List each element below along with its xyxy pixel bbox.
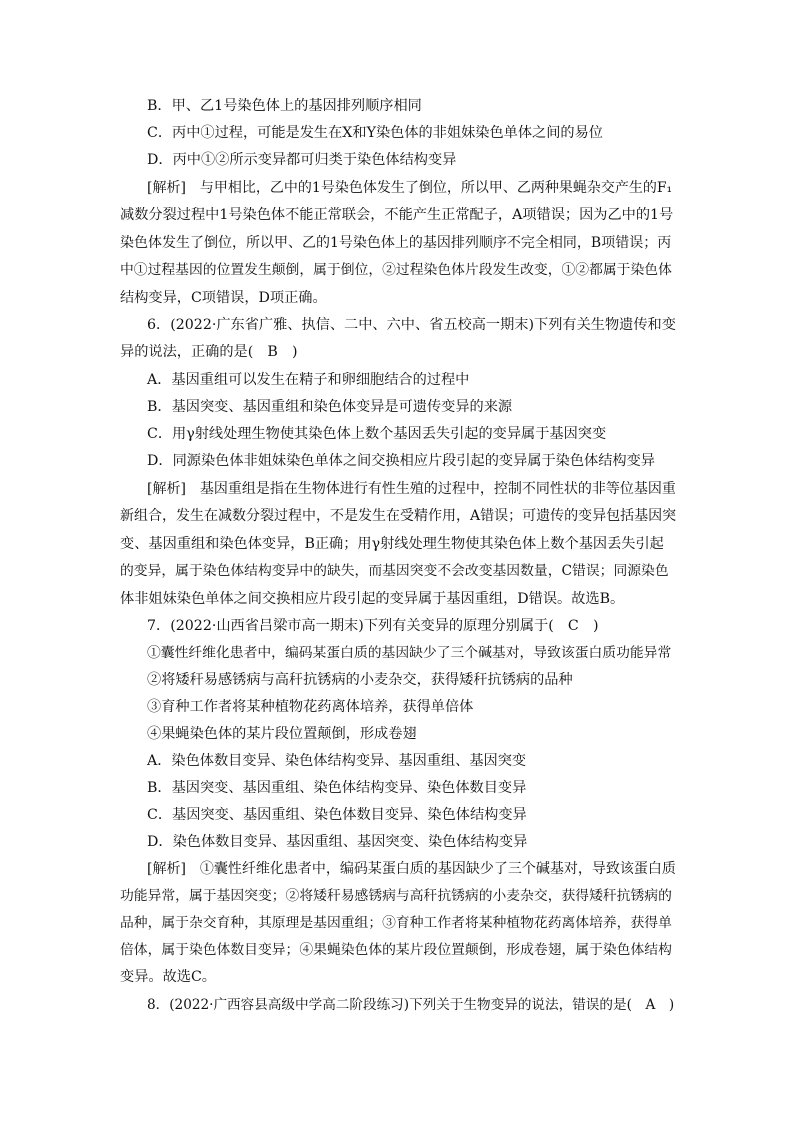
q5-analysis-line: 减数分裂过程中1号染色体不能正常联会，不能产生正常配子，A项错误；因为乙中的1号: [120, 207, 674, 223]
q6-analysis-line: 新组合，发生在减数分裂过程中，不是发生在受精作用，A错误；可遗传的变异包括基因突: [120, 508, 677, 524]
q7-analysis-line: 倍体，属于染色体数目变异；④果蝇染色体的某片段位置颠倒，形成卷翅，属于染色体结构: [120, 942, 672, 958]
q5-option-b: B．甲、乙1号染色体上的基因排列顺序相同: [147, 98, 422, 114]
q7-item: ①囊性纤维化患者中，编码某蛋白质的基因缺少了三个碱基对，导致该蛋白质功能异常: [147, 645, 672, 661]
q5-option-d: D．丙中①②所示变异都可归类于染色体结构变异: [147, 152, 457, 168]
q8-stem: 8．(2022·广西容县高级中学高二阶段练习)下列关于生物变异的说法，错误的是( A ): [147, 997, 675, 1013]
q6-stem-line: 异的说法，正确的是( B ): [120, 344, 298, 360]
q5-analysis-line: 中①过程基因的位置发生颠倒，属于倒位，②过程染色体片段发生改变，①②都属于染色体: [120, 262, 672, 278]
q7-item: ②将矮秆易感锈病与高秆抗锈病的小麦杂交，获得矮秆抗锈病的品种: [147, 672, 573, 688]
q5-analysis-line: 结构变异，C项错误，D项正确。: [120, 290, 327, 306]
q7-option-b: B．基因突变、基因重组、染色体结构变异、染色体数目变异: [147, 780, 527, 796]
q6-analysis-line: [解析] 基因重组是指在生物体进行有性生殖的过程中，控制不同性状的非等位基因重: [147, 481, 676, 497]
q7-stem: 7．(2022·山西省吕梁市高一期末)下列有关变异的原理分别属于( C ): [147, 618, 599, 634]
q7-option-c: C．基因突变、基因重组、染色体数目变异、染色体结构变异: [147, 807, 527, 823]
q7-option-a: A．染色体数目变异、染色体结构变异、基因重组、基因突变: [147, 753, 527, 769]
q6-stem-line: 6．(2022·广东省广雅、执信、二中、六中、省五校高一期末)下列有关生物遗传和变: [147, 317, 676, 333]
q6-option-d: D．同源染色体非姐妹染色单体之间交换相应片段引起的变异属于染色体结构变异: [147, 453, 655, 469]
q6-option-c: C．用γ射线处理生物使其染色体上数个基因丢失引起的变异属于基因突变: [147, 426, 607, 442]
q6-option-a: A．基因重组可以发生在精子和卵细胞结合的过程中: [147, 372, 470, 388]
q7-analysis-line: 品种，属于杂交育种，其原理是基因重组；③育种工作者将某种植物花药离体培养，获得单: [120, 915, 672, 931]
q6-analysis-line: 的变异，属于染色体结构变异中的缺失，而基因突变不会改变基因数量，C错误；同源染色: [120, 563, 669, 579]
q5-analysis-line: 染色体发生了倒位，所以甲、乙的1号染色体上的基因排列顺序不完全相同，B项错误；丙: [120, 235, 672, 251]
q7-analysis-line: 变异。故选C。: [120, 969, 216, 985]
q7-analysis-line: [解析] ①囊性纤维化患者中，编码某蛋白质的基因缺少了三个碱基对，导致该蛋白质: [147, 861, 676, 877]
q7-item: ④果蝇染色体的某片段位置颠倒，形成卷翅: [147, 726, 417, 742]
q6-option-b: B．基因突变、基因重组和染色体变异是可遗传变异的来源: [147, 399, 513, 415]
q6-analysis-line: 体非姐妹染色单体之间交换相应片段引起的变异属于基因重组，D错误。故选B。: [120, 591, 625, 607]
q7-item: ③育种工作者将某种植物花药离体培养，获得单倍体: [147, 699, 474, 715]
q7-option-d: D．染色体数目变异、基因重组、基因突变、染色体结构变异: [147, 834, 528, 850]
q7-analysis-line: 功能异常，属于基因突变；②将矮秆易感锈病与高秆抗锈病的小麦杂交，获得矮秆抗锈病的: [120, 888, 672, 904]
q5-analysis-line: [解析] 与甲相比，乙中的1号染色体发生了倒位，所以甲、乙两种果蝇杂交产生的F₁: [147, 180, 673, 196]
q5-option-c: C．丙中①过程，可能是发生在X和Y染色体的非姐妹染色单体之间的易位: [147, 125, 603, 141]
q6-analysis-line: 变、基因重组和染色体变异，B正确；用γ射线处理生物使其染色体上数个基因丢失引起: [120, 536, 664, 552]
